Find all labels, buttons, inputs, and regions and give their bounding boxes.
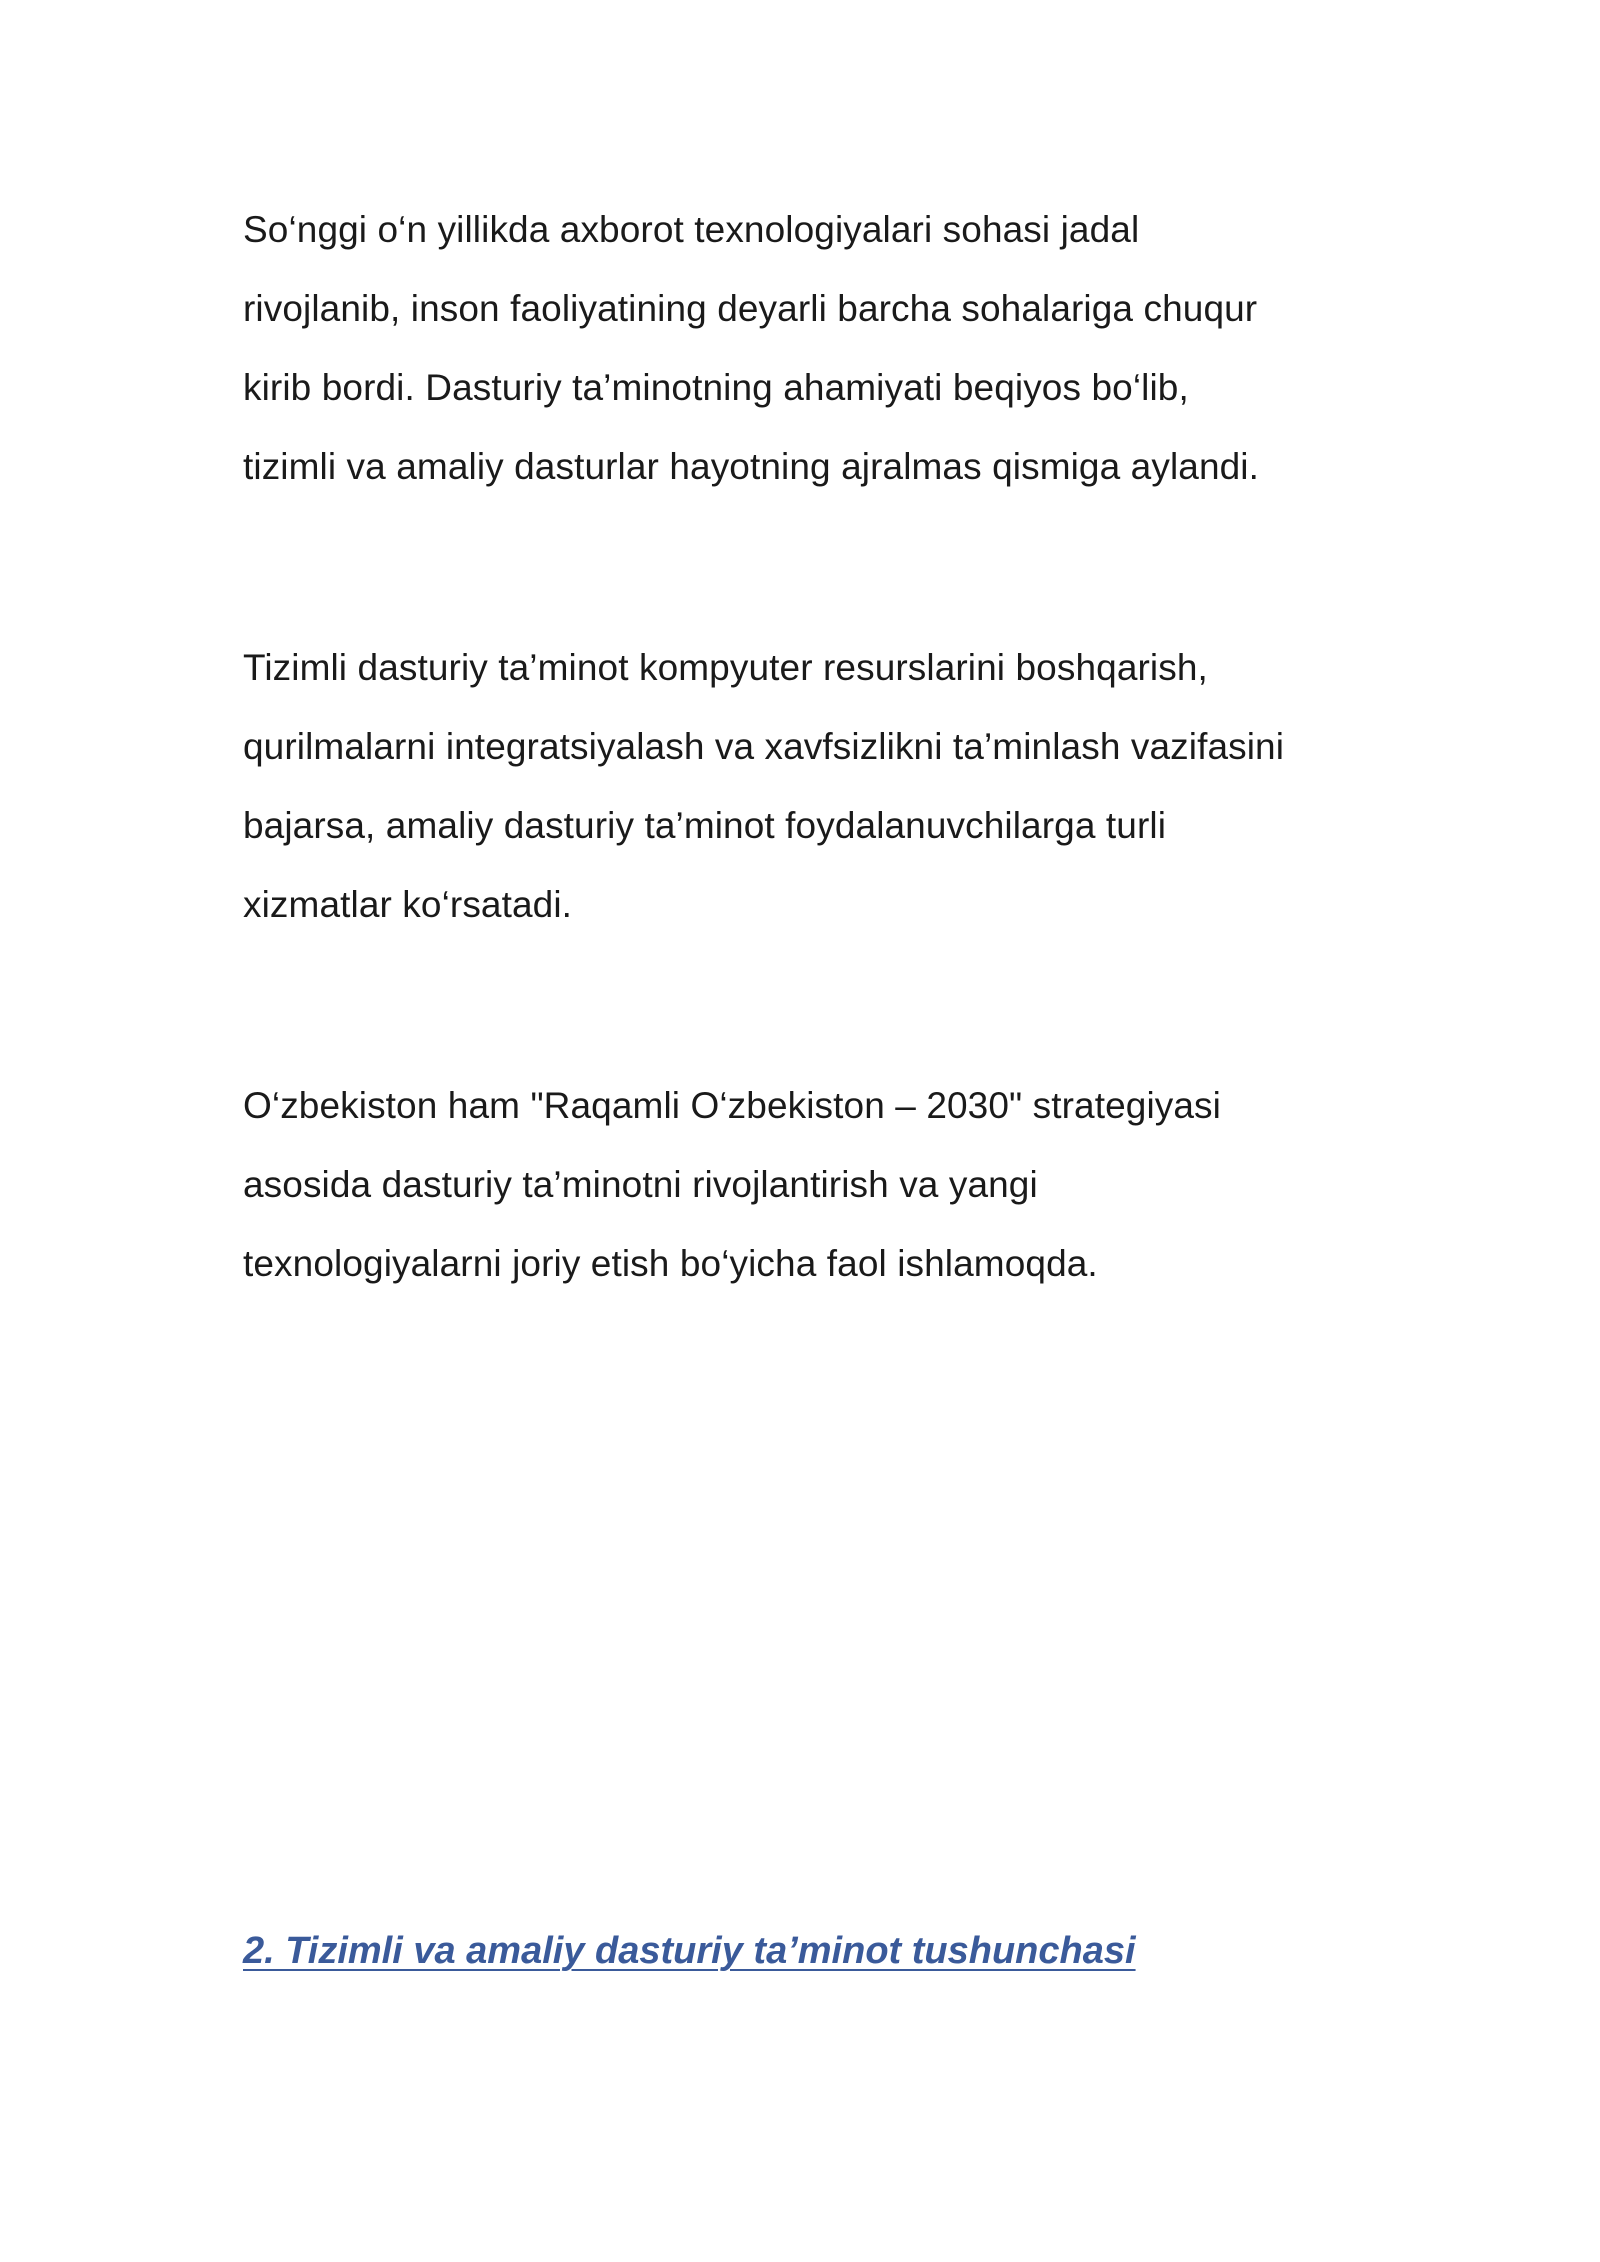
paragraph-line: O‘zbekiston ham "Raqamli O‘zbekiston – 2030" strategiyasi bbox=[243, 1085, 1221, 1126]
paragraph-line: qurilmalarni integratsiyalash va xavfsizlikni ta’minlash vazifasini bbox=[243, 726, 1285, 767]
paragraph-line: So‘nggi o‘n yillikda axborot texnologiyalari sohasi jadal bbox=[243, 209, 1140, 250]
paragraph-line: xizmatlar ko‘rsatadi. bbox=[243, 884, 573, 925]
section-heading-link[interactable]: 2. Tizimli va amaliy dasturiy ta’minot tushunchasi bbox=[243, 1930, 1136, 1972]
paragraph-line: texnologiyalarni joriy etish bo‘yicha faol ishlamoqda. bbox=[243, 1243, 1098, 1284]
paragraph-line: bajarsa, amaliy dasturiy ta’minot foydalanuvchilarga turli bbox=[243, 805, 1167, 846]
paragraph-intro bbox=[243, 190, 1383, 506]
paragraph-line: tizimli va amaliy dasturlar hayotning ajralmas qismiga aylandi. bbox=[243, 446, 1259, 487]
document-body bbox=[243, 190, 1383, 1303]
paragraph-uzbekistan-strategy bbox=[243, 1066, 1383, 1303]
paragraph-system-software bbox=[243, 628, 1383, 944]
paragraph-line: asosida dasturiy ta’minotni rivojlantirish va yangi bbox=[243, 1164, 1038, 1205]
paragraph-line: kirib bordi. Dasturiy ta’minotning ahamiyati beqiyos bo‘lib, bbox=[243, 367, 1189, 408]
paragraph-line: rivojlanib, inson faoliyatining deyarli barcha sohalariga chuqur bbox=[243, 288, 1258, 329]
paragraph-line: Tizimli dasturiy ta’minot kompyuter resurslarini boshqarish, bbox=[243, 647, 1208, 688]
